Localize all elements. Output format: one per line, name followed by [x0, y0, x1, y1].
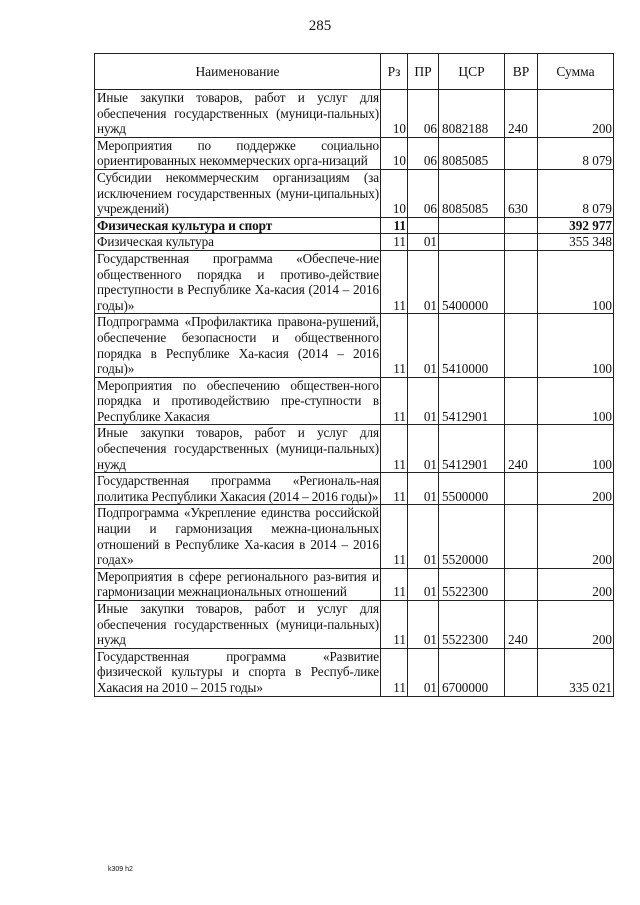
row-pr: 01: [408, 473, 439, 505]
row-csr: [439, 234, 505, 251]
row-pr: 01: [408, 648, 439, 696]
row-rz: 11: [381, 425, 408, 473]
row-sum: 200: [538, 568, 614, 600]
row-sum: 200: [538, 505, 614, 568]
row-csr: [439, 217, 505, 234]
row-vr: 240: [505, 90, 538, 138]
header-pr: ПР: [408, 54, 439, 90]
row-rz: 10: [381, 137, 408, 169]
row-name: Иные закупки товаров, работ и услуг для обеспечения государственных (муници-пальных) нужд: [95, 425, 381, 473]
row-csr: 8085085: [439, 137, 505, 169]
table-row: [95, 314, 614, 377]
row-rz: 11: [381, 568, 408, 600]
row-rz: 11: [381, 505, 408, 568]
row-name: Иные закупки товаров, работ и услуг для обеспечения государственных (муници-пальных) нужд: [95, 90, 381, 138]
row-name: Физическая культура: [95, 234, 381, 251]
row-name: Субсидии некоммерческим организациям (за исключением государственных (муни-ципальных) учреждений): [95, 169, 381, 217]
row-pr: 06: [408, 90, 439, 138]
row-sum: 200: [538, 601, 614, 649]
table-row: [95, 568, 614, 600]
row-vr: 240: [505, 601, 538, 649]
row-sum: 200: [538, 473, 614, 505]
row-pr: 01: [408, 505, 439, 568]
row-pr: 06: [408, 137, 439, 169]
table-row: [95, 250, 614, 313]
row-rz: 11: [381, 648, 408, 696]
row-sum: 8 079: [538, 137, 614, 169]
document-code: k309 h2: [108, 866, 133, 873]
row-pr: 01: [408, 250, 439, 313]
row-vr: [505, 505, 538, 568]
row-pr: 01: [408, 234, 439, 251]
table-row: [95, 648, 614, 696]
row-vr: [505, 473, 538, 505]
table-row: [95, 137, 614, 169]
row-name: Подпрограмма «Укрепление единства российской нации и гармонизация межна-циональных отношений в Республике Ха-касия в 2014 – 2016 годах»: [95, 505, 381, 568]
row-csr: 5500000: [439, 473, 505, 505]
row-name: Государственная программа «Региональ-ная политика Республики Хакасия (2014 – 2016 годы)»: [95, 473, 381, 505]
row-pr: 01: [408, 314, 439, 377]
row-rz: 11: [381, 234, 408, 251]
row-vr: [505, 250, 538, 313]
row-rz: 11: [381, 377, 408, 425]
header-sum: Сумма: [538, 54, 614, 90]
row-name: Государственная программа «Развитие физической культуры и спорта в Респуб-лике Хакасия на 2010 – 2015 годы»: [95, 648, 381, 696]
row-csr: 5522300: [439, 601, 505, 649]
table-row: [95, 90, 614, 138]
row-vr: [505, 234, 538, 251]
row-name: Мероприятия по обеспечению обществен-ного порядка и противодействию пре-ступности в Республике Хакасия: [95, 377, 381, 425]
row-sum: 8 079: [538, 169, 614, 217]
row-sum: 200: [538, 90, 614, 138]
row-vr: [505, 314, 538, 377]
row-name: Мероприятия по поддержке социально ориентированных некоммерческих орга-низаций: [95, 137, 381, 169]
row-csr: 5412901: [439, 377, 505, 425]
row-sum: 100: [538, 314, 614, 377]
row-vr: [505, 648, 538, 696]
row-pr: 01: [408, 425, 439, 473]
row-pr: 01: [408, 568, 439, 600]
row-sum: 100: [538, 377, 614, 425]
row-rz: 10: [381, 90, 408, 138]
row-csr: 5410000: [439, 314, 505, 377]
row-pr: 01: [408, 601, 439, 649]
row-name: Иные закупки товаров, работ и услуг для обеспечения государственных (муници-пальных) нужд: [95, 601, 381, 649]
row-rz: 11: [381, 473, 408, 505]
row-name: Государственная программа «Обеспече-ние общественного порядка и противо-действие преступности в Республике Ха-касия (2014 – 2016 годы)»: [95, 250, 381, 313]
table-header-row: [95, 54, 614, 90]
table-row: [95, 505, 614, 568]
row-rz: 11: [381, 217, 408, 234]
row-rz: 10: [381, 169, 408, 217]
row-name: Физическая культура и спорт: [95, 217, 381, 234]
row-name: Мероприятия в сфере регионального раз-вития и гармонизации межнациональных отношений: [95, 568, 381, 600]
row-rz: 11: [381, 250, 408, 313]
header-name: Наименование: [95, 54, 381, 90]
row-vr: [505, 217, 538, 234]
row-name: Подпрограмма «Профилактика правона-рушений, обеспечение безопасности и общественного порядка в Республике Ха-касия (2014 – 2016 годы)»: [95, 314, 381, 377]
table-row: [95, 169, 614, 217]
row-pr: 06: [408, 169, 439, 217]
row-csr: 8085085: [439, 169, 505, 217]
table-row: [95, 377, 614, 425]
row-csr: 5522300: [439, 568, 505, 600]
row-csr: 8082188: [439, 90, 505, 138]
page-number: 285: [308, 18, 332, 34]
row-pr: [408, 217, 439, 234]
budget-table: [94, 53, 614, 697]
header-vr: ВР: [505, 54, 538, 90]
row-sum: 355 348: [538, 234, 614, 251]
row-vr: 240: [505, 425, 538, 473]
table-row: [95, 234, 614, 251]
row-rz: 11: [381, 314, 408, 377]
header-csr: ЦСР: [439, 54, 505, 90]
row-csr: 5400000: [439, 250, 505, 313]
row-vr: [505, 137, 538, 169]
row-csr: 5412901: [439, 425, 505, 473]
table-row: [95, 425, 614, 473]
row-sum: 100: [538, 425, 614, 473]
table-row-section: [95, 217, 614, 234]
row-sum: 392 977: [538, 217, 614, 234]
row-pr: 01: [408, 377, 439, 425]
row-vr: [505, 568, 538, 600]
row-vr: 630: [505, 169, 538, 217]
row-csr: 5520000: [439, 505, 505, 568]
row-csr: 6700000: [439, 648, 505, 696]
table-row: [95, 601, 614, 649]
row-vr: [505, 377, 538, 425]
row-rz: 11: [381, 601, 408, 649]
row-sum: 100: [538, 250, 614, 313]
row-sum: 335 021: [538, 648, 614, 696]
header-rz: Рз: [381, 54, 408, 90]
table-row: [95, 473, 614, 505]
